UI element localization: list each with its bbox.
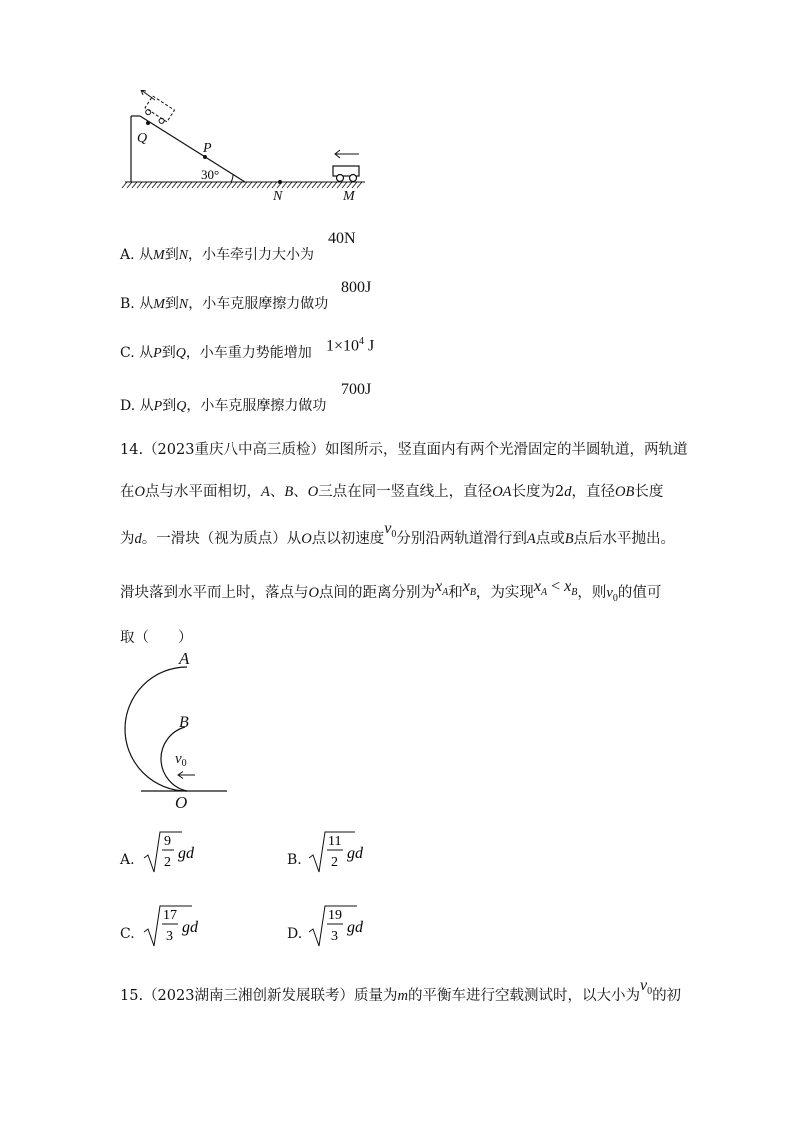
label-v0: $v_0$ — [175, 751, 187, 769]
svg-text:gd: gd — [178, 845, 194, 862]
svg-text:11: 11 — [328, 834, 342, 849]
svg-text:17: 17 — [163, 908, 177, 923]
semicircle-figure — [115, 650, 245, 810]
svg-text:gd: gd — [347, 845, 363, 862]
svg-text:gd: gd — [182, 919, 198, 936]
svg-text:3: 3 — [166, 929, 173, 944]
q13-option-a-value: 40N — [328, 230, 356, 247]
q13-option-c: C. 从P到Q，小车重力势能增加 — [120, 345, 312, 361]
q13-option-b-value: 800J — [341, 279, 372, 296]
q14-line3: 为d。一滑块（视为质点）从O点以初速度$v_0$分别沿两轨道滑行到A点或B点后水平抛出。 — [120, 520, 676, 547]
label-angle: 30° — [201, 167, 220, 182]
q15-line1: 15.（2023湖南三湘创新发展联考）质量为m的平衡车进行空载测试时，以大小为$v_0$的初 — [120, 977, 682, 1004]
ground-hatching — [122, 182, 365, 188]
svg-text:3: 3 — [331, 929, 338, 944]
incline-line — [140, 116, 245, 182]
q14-option-b: B. 11 2 gd — [287, 834, 363, 870]
svg-text:2: 2 — [331, 855, 338, 870]
label-P: P — [203, 141, 212, 156]
label-M: M — [343, 189, 355, 204]
svg-text:19: 19 — [328, 908, 342, 923]
svg-text:2: 2 — [164, 855, 171, 870]
label-A: A — [179, 650, 190, 668]
q13-option-d: D. 从P到Q，小车克服摩擦力做功 — [120, 398, 327, 414]
q13-option-a: A. 从M到N，小车牵引力大小为 — [120, 247, 315, 263]
q14-option-c: C. 17 3 gd — [120, 908, 198, 944]
label-B: B — [179, 714, 189, 731]
q14-line1: 14.（2023重庆八中高三质检）如图所示，竖直面内有两个光滑固定的半圆轨道，两轨道 — [120, 442, 688, 458]
label-N: N — [273, 189, 283, 204]
svg-text:9: 9 — [164, 834, 171, 849]
cart — [333, 166, 359, 182]
q14-line5: 取（ ） — [120, 630, 193, 646]
q14-option-a: A. 9 2 gd — [120, 834, 194, 870]
label-O: O — [175, 793, 188, 810]
track-OA — [125, 667, 187, 791]
svg-text:gd: gd — [347, 919, 363, 936]
q14-line2: 在O点与水平面相切，A、B、O三点在同一竖直线上，直径OA长度为2d，直径OB长度 — [120, 484, 664, 500]
q13-option-c-value: $1\times 10^4$ J — [326, 336, 375, 355]
label-Q: Q — [137, 131, 148, 146]
incline-figure — [115, 90, 375, 210]
q13-option-d-value: 700J — [341, 381, 372, 398]
q14-option-d: D. 19 3 gd — [287, 908, 363, 944]
q13-option-b: B. 从M到N，小车克服摩擦力做功 — [120, 296, 329, 312]
q14-line4: 滑块落到水平而上时，落点与O点间的距离分别为$x_A$和$x_B$，为实现$x_A < x_B$，则$v_0$的值可 — [120, 578, 662, 604]
